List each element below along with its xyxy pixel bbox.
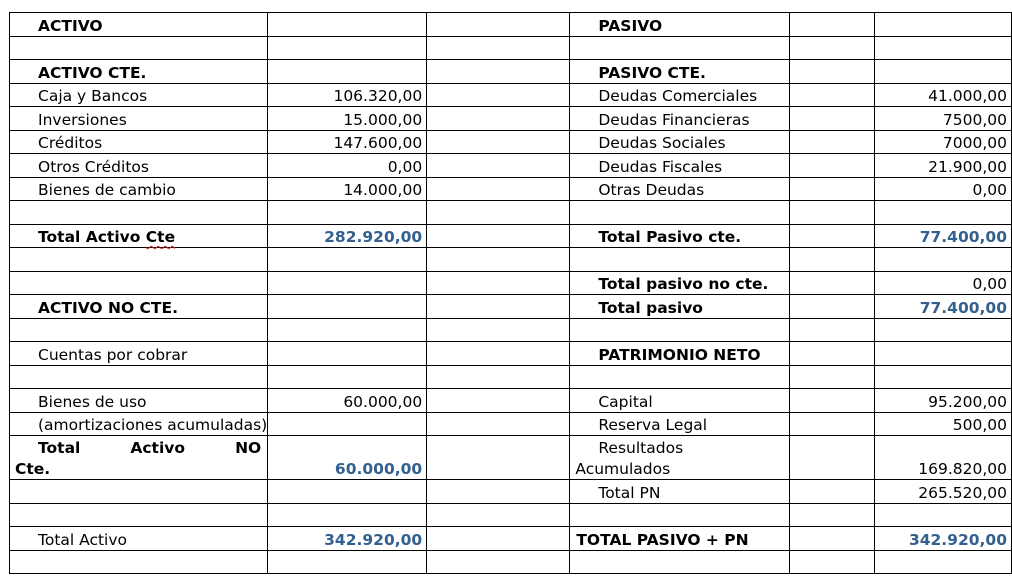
pasivo-item-label: Deudas Financieras (570, 107, 789, 131)
total-activo-no-cte-label: Total Activo NO Cte. (10, 436, 268, 480)
activo-header: ACTIVO (10, 13, 268, 37)
total-pasivo-cte-value: 77.400,00 (875, 224, 1012, 248)
patrimonio-neto-header: PATRIMONIO NETO (570, 342, 789, 366)
pasivo-item-label: Deudas Sociales (570, 130, 789, 154)
pasivo-cte-header: PASIVO CTE. (570, 60, 789, 84)
resultados-acumulados-label: Resultados Acumulados (570, 436, 789, 480)
activo-no-cte-header: ACTIVO NO CTE. (10, 295, 268, 319)
total-pn-value: 265.520,00 (875, 480, 1012, 504)
table-row (10, 389, 1012, 413)
table-row (10, 436, 1012, 480)
capital-label: Capital (570, 389, 789, 413)
table-row (10, 550, 1012, 574)
resultados-acumulados-value: 169.820,00 (875, 436, 1012, 480)
total-pn-label: Total PN (570, 480, 789, 504)
capital-value: 95.200,00 (875, 389, 1012, 413)
pasivo-item-value: 0,00 (875, 177, 1012, 201)
table-row (10, 154, 1012, 178)
table-row (10, 224, 1012, 248)
table-row (10, 318, 1012, 342)
table-row (10, 527, 1012, 551)
total-pasivo-value: 77.400,00 (875, 295, 1012, 319)
spellcheck-underline: Cte (145, 228, 176, 246)
activo-item-value: 14.000,00 (268, 177, 427, 201)
total-activo-label: Total Activo (10, 527, 268, 551)
pasivo-item-value: 41.000,00 (875, 83, 1012, 107)
pasivo-item-label: Otras Deudas (570, 177, 789, 201)
activo-item-label: Bienes de cambio (10, 177, 268, 201)
activo-item-value: 147.600,00 (268, 130, 427, 154)
activo-item-value: 0,00 (268, 154, 427, 178)
pasivo-header: PASIVO (570, 13, 789, 37)
amortizaciones-label: (amortizaciones acumuladas) (10, 412, 268, 436)
table-row (10, 36, 1012, 60)
table-row (10, 480, 1012, 504)
total-pasivo-pn-label: TOTAL PASIVO + PN (570, 527, 789, 551)
pasivo-item-value: 21.900,00 (875, 154, 1012, 178)
table-row (10, 107, 1012, 131)
bienes-de-uso-value: 60.000,00 (268, 389, 427, 413)
table-row (10, 342, 1012, 366)
activo-cte-header: ACTIVO CTE. (10, 60, 268, 84)
total-pasivo-label: Total pasivo (570, 295, 789, 319)
activo-item-label: Caja y Bancos (10, 83, 268, 107)
table-row (10, 295, 1012, 319)
activo-item-label: Créditos (10, 130, 268, 154)
total-pasivo-no-cte-value: 0,00 (875, 271, 1012, 295)
table-row (10, 130, 1012, 154)
pasivo-item-label: Deudas Comerciales (570, 83, 789, 107)
table-row (10, 365, 1012, 389)
bienes-de-uso-label: Bienes de uso (10, 389, 268, 413)
table-row (10, 271, 1012, 295)
table-row (10, 60, 1012, 84)
total-pasivo-pn-value: 342.920,00 (875, 527, 1012, 551)
table-row (10, 503, 1012, 527)
activo-item-label: Inversiones (10, 107, 268, 131)
total-activo-cte-value: 282.920,00 (268, 224, 427, 248)
table-row (10, 83, 1012, 107)
total-activo-value: 342.920,00 (268, 527, 427, 551)
pasivo-item-value: 7500,00 (875, 107, 1012, 131)
table-row (10, 13, 1012, 37)
total-activo-no-cte-value: 60.000,00 (268, 436, 427, 480)
total-pasivo-no-cte-label: Total pasivo no cte. (570, 271, 789, 295)
table-row (10, 201, 1012, 225)
activo-item-value: 15.000,00 (268, 107, 427, 131)
cuentas-por-cobrar-label: Cuentas por cobrar (10, 342, 268, 366)
pasivo-item-label: Deudas Fiscales (570, 154, 789, 178)
activo-item-label: Otros Créditos (10, 154, 268, 178)
reserva-legal-value: 500,00 (875, 412, 1012, 436)
balance-sheet-table (9, 12, 1012, 574)
reserva-legal-label: Reserva Legal (570, 412, 789, 436)
table-row (10, 177, 1012, 201)
total-activo-cte-label: Total Activo Cte (10, 224, 268, 248)
activo-item-value: 106.320,00 (268, 83, 427, 107)
pasivo-item-value: 7000,00 (875, 130, 1012, 154)
table-row (10, 248, 1012, 272)
total-pasivo-cte-label: Total Pasivo cte. (570, 224, 789, 248)
table-row (10, 412, 1012, 436)
